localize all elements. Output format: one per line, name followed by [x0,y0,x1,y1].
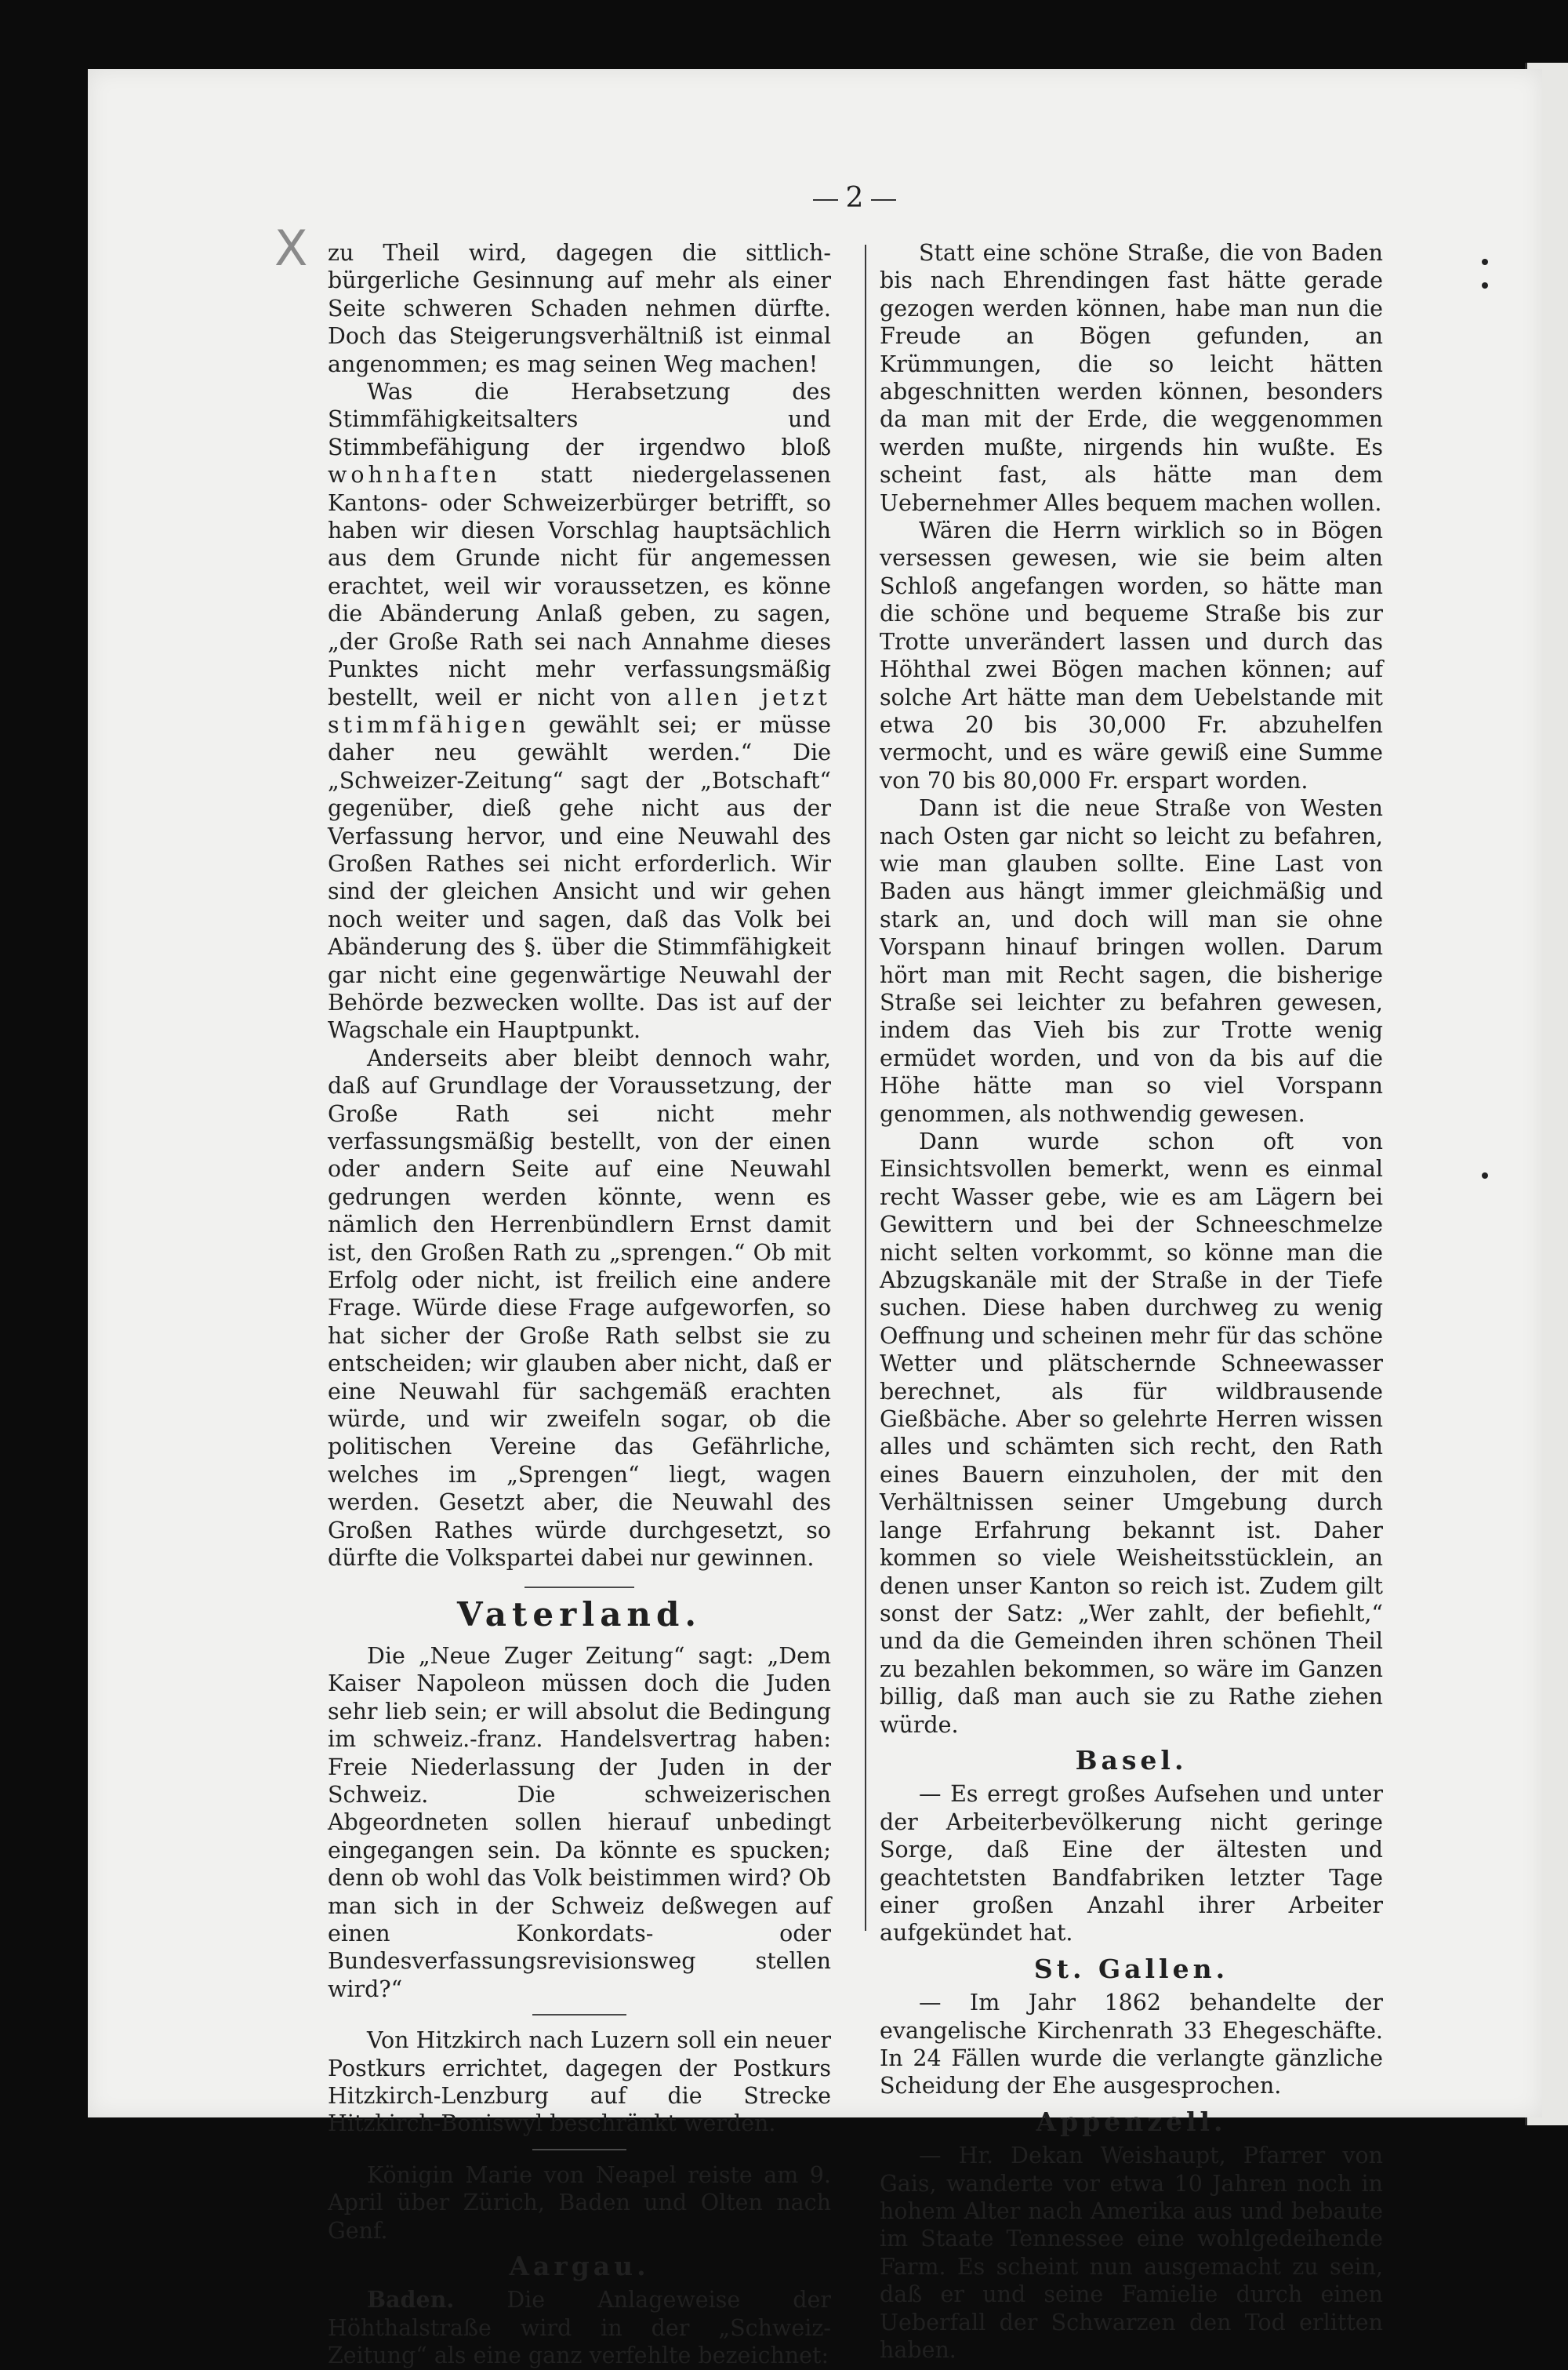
paragraph: Von Hitzkirch nach Luzern soll ein neuer Postkurs errichtet, dagegen der Postkurs Hitzkirch-Lenzburg auf die Strecke Hitzkirch-Boniswyl beschränkt werden. [328,2027,831,2137]
column-rule [865,245,866,1931]
paragraph: Statt eine schöne Straße, die von Baden bis nach Ehrendingen fast hätte gerade gezogen werden können, habe man nun die Freude an Bögen gefunden, an Krümmungen, die so leicht hätten abgeschnitten werden können, besonders da man mit der Erde, die weggenommen werden mußte, nirgends hin wußte. Es scheint fast, als hätte man dem Uebernehmer Alles bequem machen wollen. [880,240,1383,516]
text-run: Was die Herabsetzung des Stimmfähigkeitsalters und Stimmbefähigung der irgendwo bloß [328,379,831,460]
page-number-dash [813,199,838,201]
paragraph: Dann ist die neue Straße von Westen nach Osten gar nicht so leicht zu befahren, wie man glauben sollte. Eine Last von Baden aus hängt immer gleichmäßig und stark an, und doch will man sie ohne Vorspann hinauf bringen wollen. Darum hört man mit Recht sagen, die bisherige Straße sei leichter zu befahren gewesen, indem das Vieh bis zur Trotte wenig ermüdet worden, und von da bis auf die Höhe hätte man so viel Vorspann genommen, als nothwendig gewesen. [880,795,1383,1127]
section-heading-appenzell: Appenzell. [1036,2106,1227,2137]
section-separator [524,1587,634,1588]
page-number-value: 2 [845,182,864,214]
paragraph: Wären die Herrn wirklich so in Bögen versessen gewesen, wie sie beim alten Schloß angefangen worden, so hätte man die schöne und bequeme Straße bis zur Trotte unverändert lassen und durch das Höhthal zwei Bögen machen können; auf solche Art hätte man dem Uebelstande mit etwa 20 bis 30,000 Fr. abzuhelfen vermocht, und es wäre gewiß eine Summe von 70 bis 80,000 Fr. erspart worden. [880,518,1383,794]
separator [532,2014,626,2016]
emphasis-text: wohnhaften [328,462,501,489]
scan-speck [1482,282,1488,289]
page-number-dash [871,199,896,201]
text-run: statt niedergelassenen Kantons- oder Schweizerbürger betrifft, so haben wir diesen Vorschlag hauptsächlich aus dem Grunde nicht für angemessen erachtet, weil wir voraussetzen, es könne die Abänderung Anlaß geben, zu sagen, „der Große Rath sei nach Annahme dieses Punktes nicht mehr verfassungsmäßig bestellt, weil er nicht von [328,462,831,711]
section-heading-basel: Basel. [1075,1744,1188,1776]
run-in-heading: Baden. [367,2286,455,2314]
paragraph: — Im Jahr 1862 behandelte der evangelische Kirchenrath 33 Ehegeschäfte. In 24 Fällen wurde die verlangte gänzliche Scheidung der Ehe ausgesprochen. [880,1990,1383,2099]
scan-speck [1482,1172,1488,1179]
right-column [880,239,1383,2364]
page-number [792,182,917,214]
paragraph: Die „Neue Zuger Zeitung“ sagt: „Dem Kaiser Napoleon müssen doch die Juden sehr lieb sein; er will absolut die Bedingung im schweiz.-franz. Handelsvertrag haben: Freie Niederlassung der Juden in der Schweiz. Die schweizerischen Abgeordneten sollen hierauf unbedingt eingegangen sein. Da könnte es spucken; denn ob wohl das Volk beistimmen wird? Ob man sich in der Schweiz deßwegen auf einen Konkordats- oder Bundesverfassungsrevisionsweg stellen wird?“ [328,1642,831,2002]
paragraph: zu Theil wird, dagegen die sittlich-bürgerliche Gesinnung auf mehr als einer Seite schweren Schaden nehmen dürfte. Doch das Steigerungsverhältniß ist einmal angenommen; es mag seinen Weg machen! [328,240,831,377]
paragraph: Anderseits aber bleibt dennoch wahr, daß auf Grundlage der Voraussetzung, der Große Rath sei nicht mehr verfassungsmäßig bestellt, von der einen oder andern Seite auf eine Neuwahl gedrungen werden könnte, wenn es nämlich den Herrenbündlern Ernst damit ist, den Großen Rath zu „sprengen.“ Ob mit Erfolg oder nicht, ist freilich eine andere Frage. Würde diese Frage aufgeworfen, so hat sicher der Große Rath selbst sie zu entscheiden; wir glauben aber nicht, daß er eine Neuwahl für sachgemäß erachten würde, und wir zweifeln sogar, ob die politischen Vereine das Gefährliche, welches im „Sprengen“ liegt, wagen werden. Gesetzt aber, die Neuwahl des Großen Rathes würde durchgesetzt, so dürfte die Volkspartei dabei nur gewinnen. [328,1045,831,1572]
paragraph: Königin Marie von Neapel reiste am 9. April über Zürich, Baden und Olten nach Genf. [328,2161,831,2244]
section-heading-aargau: Aargau. [509,2251,650,2282]
paragraph [328,2286,831,2369]
separator [532,2149,626,2150]
paragraph [328,378,831,1045]
emphasis-text: allen jetzt stimmfähigen [328,684,831,738]
text-run: gewählt sei; er müsse daher neu gewählt werden.“ Die „Schweizer-Zeitung“ sagt der „Botschaft“ gegenüber, dieß gehe nicht aus der Verfassung hervor, und eine Neuwahl des Großen Rathes sei nicht erforderlich. Wir sind der gleichen Ansicht und wir gehen noch weiter und sagen, daß das Volk bei Abänderung des §. über die Stimmfähigkeit gar nicht eine gegenwärtige Neuwahl der Behörde bezwecken wollte. Das ist auf der Wagschale ein Hauptpunkt. [328,711,832,1044]
paragraph: — Hr. Dekan Weishaupt, Pfarrer von Gais, wanderte vor etwa 10 Jahren noch in hohem Alter nach Amerika aus und bebaute im Staate Tennessee eine wohlgedeihende Farm. Es scheint nun ausgemacht zu sein, daß er und seine Famielie durch einen Ueberfall der Schwarzen den Tod erlitten haben. [880,2143,1383,2364]
left-column [328,239,831,2370]
paragraph: Dann wurde schon oft von Einsichtsvollen bemerkt, wenn es einmal recht Wasser gebe, wie es am Lägern bei Gewittern und bei der Schneeschmelze nicht selten vorkommt, so könne man die Abzugskanäle mit der Straße in der Tiefe suchen. Diese haben durchweg zu wenig Oeffnung und scheinen mehr für das schöne Wetter und plätschernde Schneewasser berechnet, als für wildbrausende Gießbäche. Aber so gelehrte Herren wissen alles und schämten sich recht, den Rath eines Bauern einzuholen, der mit den Verhältnissen seiner Umgebung durch lange Erfahrung bekannt ist. Daher kommen so viele Weisheitsstücklein, an denen unser Kanton so reich ist. Zudem gilt sonst der Satz: „Wer zahlt, der befiehlt,“ und da die Gemeinden ihren schönen Theil zu bezahlen bekommen, so wäre im Ganzen billig, daß man auch sie zu Rathe ziehen würde. [880,1129,1383,1738]
section-heading-st-gallen: St. Gallen. [1033,1953,1229,1984]
scan-speck [1482,259,1488,265]
text-run: Die Anlageweise der Höhthalstraße wird in der „Schweiz-Zeitung“ als eine ganz verfehlte bezeichnet: [328,2287,831,2369]
margin-mark: X [274,220,308,277]
section-heading-vaterland: Vaterland. [457,1594,702,1634]
paragraph: — Es erregt großes Aufsehen und unter der Arbeiterbevölkerung nicht geringe Sorge, daß Eine der ältesten und geachtetsten Bandfabriken letzter Tage einer großen Anzahl ihrer Arbeiter aufgekündet hat. [880,1781,1383,1947]
